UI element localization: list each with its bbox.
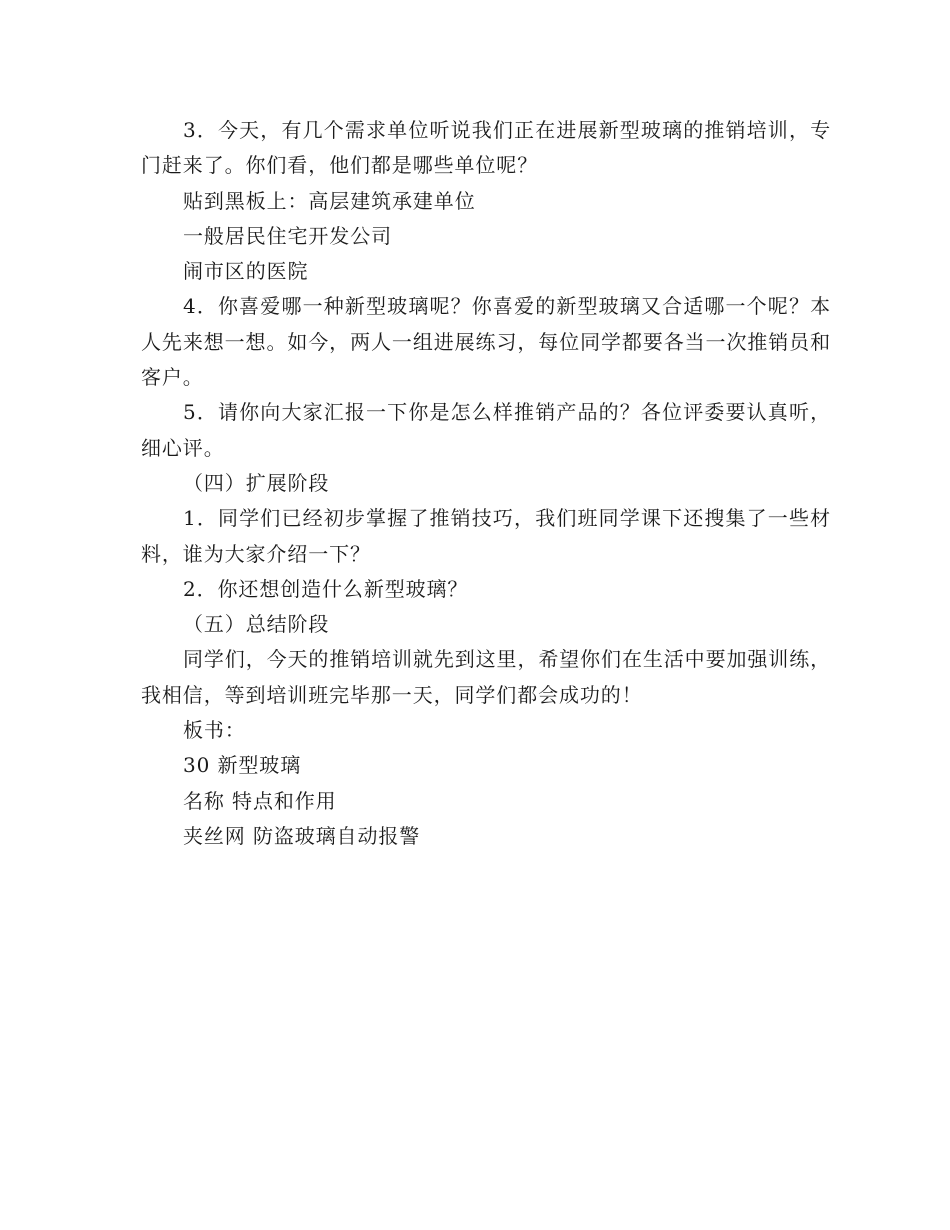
blackboard-line-1: 贴到黑板上：高层建筑承建单位 [183, 188, 476, 213]
paragraph-expansion-1: 1．同学们已经初步掌握了推销技巧，我们班同学课下还搜集了一些材料，谁为大家介绍一下？ [141, 506, 831, 566]
paragraph-expansion-2: 2．你还想创造什么新型玻璃？ [183, 576, 469, 601]
blackboard-line-3: 闹市区的医院 [183, 259, 309, 284]
board-row: 夹丝网 防盗玻璃自动报警 [183, 823, 421, 848]
paragraph-item-4: 4．你喜爱哪一种新型玻璃呢？你喜爱的新型玻璃又合适哪一个呢？本人先来想一想。如今，两人一组进展练习，每位同学都要各当一次推销员和客户。 [141, 294, 831, 390]
board-title: 30 新型玻璃 [183, 753, 302, 778]
board-label: 板书： [183, 718, 246, 743]
blackboard-line-2: 一般居民住宅开发公司 [183, 223, 392, 248]
paragraph-item-3: 3．今天，有几个需求单位听说我们正在进展新型玻璃的推销培训，专门赶来了。你们看，他们都是哪些单位呢？ [141, 118, 831, 178]
paragraph-summary: 同学们，今天的推销培训就先到这里，希望你们在生活中要加强训练，我相信，等到培训班完毕那一天，同学们都会成功的！ [141, 647, 831, 707]
section-heading-summary: （五）总结阶段 [183, 612, 330, 637]
paragraph-item-5: 5．请你向大家汇报一下你是怎么样推销产品的？各位评委要认真听，细心评。 [141, 400, 831, 460]
board-columns: 名称 特点和作用 [183, 788, 337, 813]
section-heading-expansion: （四）扩展阶段 [183, 470, 330, 495]
document-body [141, 113, 831, 854]
